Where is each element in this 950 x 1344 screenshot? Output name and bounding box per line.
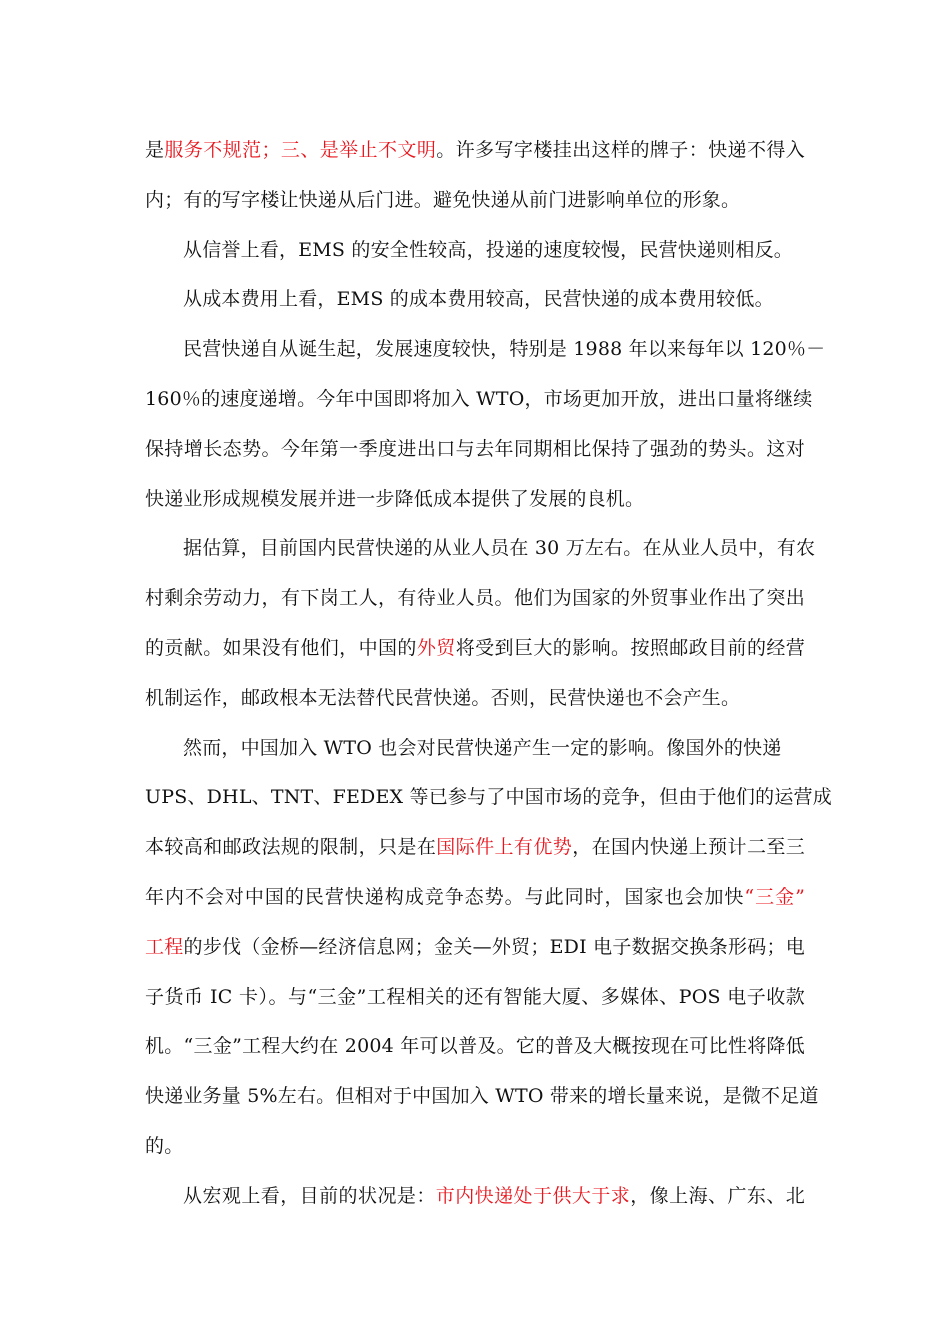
body-text: 然而，中国加入 WTO 也会对民营快递产生一定的影响。像国外的快递 [183,736,782,759]
body-text: 的。 [145,1134,184,1157]
body-text: 年内不会对中国的民营快递构成竞争态势。与此同时，国家也会加快 [145,885,745,908]
text-line [145,873,805,923]
highlighted-text: “三金” [744,885,805,908]
text-line [145,375,813,425]
body-text: 村剩余劳动力，有下岗工人，有待业人员。他们为国家的外贸事业作出了突出 [145,587,805,610]
text-line [145,973,805,1023]
body-text: 从信誉上看，EMS 的安全性较高，投递的速度较慢，民营快递则相反。 [183,238,793,261]
text-line [145,176,805,226]
body-text: 的步伐（金桥—经济信息网；金关—外贸；EDI 电子数据交换条形码；电 [183,935,805,958]
highlighted-text: 国际件上有优势 [436,836,573,859]
body-text: 160％的速度递增。今年中国即将加入 WTO，市场更加开放，进出口量将继续 [145,387,813,410]
body-text: UPS、DHL、TNT、FEDEX 等已参与了中国市场的竞争，但由于他们的运营成 [145,786,832,809]
text-line [145,126,805,176]
text-line [145,275,805,325]
text-line [145,1022,805,1072]
highlighted-text: 外贸 [416,636,456,659]
body-text: 本较高和邮政法规的限制，只是在 [145,836,437,859]
body-text: 从宏观上看，目前的状况是： [183,1184,436,1207]
text-line [145,923,805,973]
text-line [145,724,805,774]
text-line [145,1072,819,1122]
body-text: 内；有的写字楼让快递从后门进。避免快递从前门进影响单位的形象。 [145,188,741,211]
body-text: 机。“三金”工程大约在 2004 年可以普及。它的普及大概按现在可比性将降低 [145,1035,805,1058]
text-line [145,823,805,873]
body-text: 快递业务量 5%左右。但相对于中国加入 WTO 带来的增长量来说，是微不足道 [145,1085,819,1108]
text-line [145,226,805,276]
body-text: 。许多写字楼挂出这样的牌子：快递不得入 [436,139,805,161]
body-text: 据估算，目前国内民营快递的从业人员在 30 万左右。在从业人员中，有农 [183,537,816,560]
body-text: 民营快递自从诞生起，发展速度较快，特别是 1988 年以来每年以 120％－ [183,338,826,361]
highlighted-text: 市内快递处于供大于求 [435,1184,631,1207]
body-text: 的贡献。如果没有他们，中国的 [145,636,417,659]
text-line [145,524,816,574]
text-line [145,674,805,724]
text-line [145,325,826,375]
body-text: 子货币 IC 卡）。与“三金”工程相关的还有智能大厦、多媒体、POS 电子收款 [145,985,805,1008]
text-line [145,624,805,674]
text-line [145,574,805,624]
text-line [145,425,805,475]
body-text: 机制运作，邮政根本无法替代民营快递。否则，民营快递也不会产生。 [145,686,741,709]
highlighted-text: 服务不规范；三、是举止不文明 [164,139,437,161]
body-text: ，在国内快递上预计二至三 [572,836,805,859]
body-text: 保持增长态势。今年第一季度进出口与去年同期相比保持了强劲的势头。这对 [145,437,805,460]
body-text: 是 [145,139,165,161]
text-line [145,475,805,525]
body-text: 快递业形成规模发展并进一步降低成本提供了发展的良机。 [145,487,645,510]
body-text: 将受到巨大的影响。按照邮政目前的经营 [455,636,805,659]
text-line [145,1172,805,1222]
text-line [145,773,832,823]
body-text: ，像上海、广东、北 [630,1184,805,1207]
text-line [145,1122,805,1172]
highlighted-text: 工程 [145,935,184,958]
document-body [145,126,832,1222]
body-text: 从成本费用上看，EMS 的成本费用较高，民营快递的成本费用较低。 [183,288,774,311]
